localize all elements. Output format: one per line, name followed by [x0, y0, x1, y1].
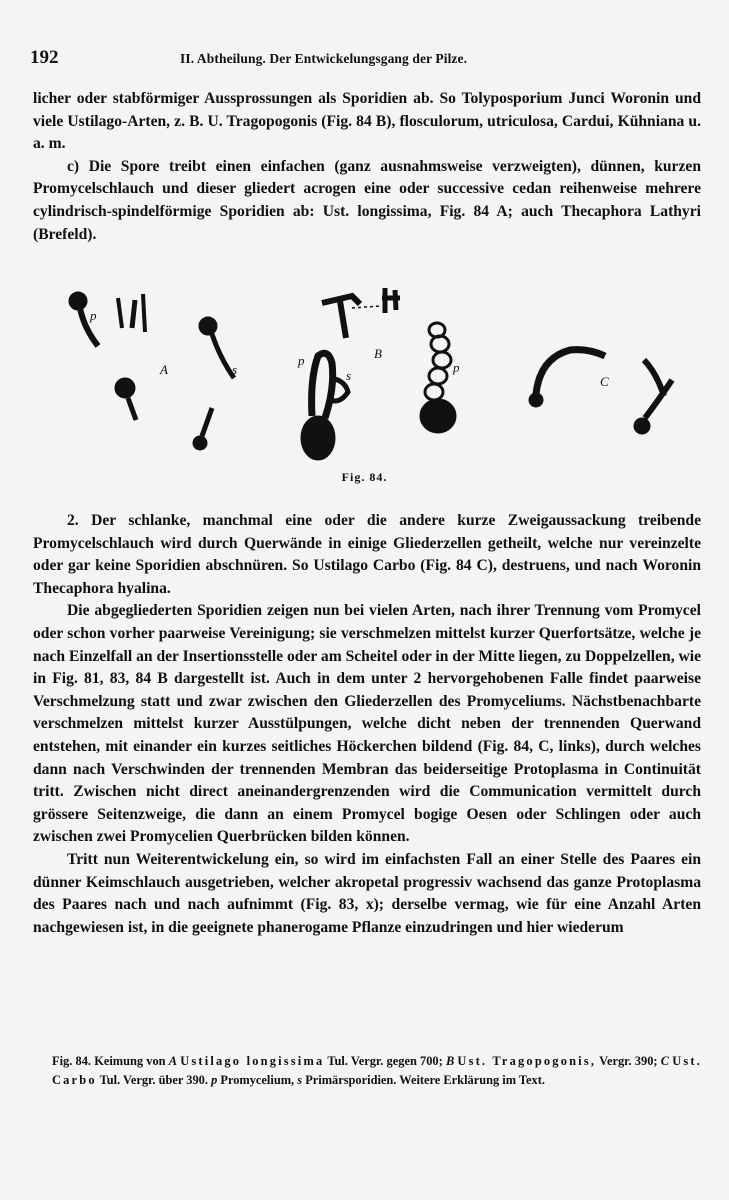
running-head: II. Abtheilung. Der Entwickelungsgang der Pilze. — [180, 51, 468, 66]
figure-letters — [89, 308, 609, 389]
species-name: Ust. Tragopogonis, — [457, 1054, 597, 1068]
top-text-block — [33, 88, 701, 246]
paragraph: Tritt nun Weiterentwickelung ein, so wird im einfachsten Fall an einer Stelle des Paares ein dünner Keimschlauch ausgetrieben, welcher akropetal progressiv wachsend das ganze Protoplasma des Paares nach und nach aufnimmt (Fig. 83, x); derselbe vermag, wie für eine Anzahl Arten nachgewiesen ist, in die geeignete phanerogame Pflanze einzudringen und hier wiederum — [33, 850, 701, 936]
species-name: Ust. Carbo — [52, 1054, 702, 1087]
label-c: C — [600, 374, 609, 389]
paragraph: Die abgegliederten Sporidien zeigen nun bei vielen Arten, nach ihrer Trennung vom Promycel oder schon vorher paarweise Vereinigung; sie verschmelzen mittelst kurzer Querfortsätze, welche je nach Einzelfall an der Insertionsstelle oder am Scheitel oder in der Mitte liegen, zu Doppelzellen, wie in Fig. 81, 83, 84 B dargestellt ist. Auch in dem unter 2 hervorgehobenen Falle findet paarweise Verschmelzung statt und zwar zwischen den Gliederzellen des Promyceliums. Nächstbenachbarte verschmelzen mittelst kurzer Ausstülpungen, welche dicht neben der trennenden Querwand entstehen, mit einander ein kurzes seitliches Höckerchen bildend (Fig. 84, C, links), durch welches dann nach Verschwinden der trennenden Membran das beiderseitige Protoplasma in Continuität tritt. Zwischen nicht direct aneinandergrenzenden wird die Communication vermittelt durch grössere Seitenzweige, die dann an einem Promycel bogige Oesen oder Schlingen oder auch zwischen zwei Promycelien Querbrücken bilden können. — [33, 602, 702, 846]
paragraph: 2. Der schlanke, manchmal eine oder die andere kurze Zweigaussackung treibende Promycelschlauch wird durch Querwände in einige Gliederzellen getheilt, welche nur vereinzelte oder gar keine Sporidien abschnüren. So Ustilago Carbo (Fig. 84 C), destruens, und nach Woronin Thecaphora hyalina. — [33, 512, 701, 597]
figure-caption: Fig. 84. Keimung von A Ustilago longissima Tul. Vergr. gegen 700; B Ust. Tragopogonis, Vergr. 390; C Ust. Carbo Tul. Vergr. über 390. p Promycelium, s Primärsporidien. Weitere Erklärung im Text. — [52, 1054, 702, 1087]
paragraph: licher oder stabförmiger Aussprossungen als Sporidien ab. So Tolyposporium Junci Woronin und viele Ustilago-Arten, z. B. U. Tragopogonis (Fig. 84 B), flosculorum, utriculosa, Cardui, Kühniana u. a. m. — [33, 90, 701, 153]
label-b: B — [374, 346, 382, 361]
species-name: Ustilago longissima — [180, 1054, 325, 1068]
paragraph: c) Die Spore treibt einen einfachen (ganz ausnahmsweise verzweigten), dünnen, kurzen Promycelschlauch und dieser gliedert acrogen eine oder successive cedan reihenweise mehrere cylindrisch-spindelförmige Sporidien ab: Ust. longissima, Fig. 84 A; auch Thecaphora Lathyri (Brefeld). — [33, 157, 701, 243]
figure-group-b — [301, 288, 456, 460]
label-p: p — [298, 353, 305, 368]
label-s: s — [232, 362, 238, 377]
body-text-block — [33, 510, 701, 939]
figure-84-illustration — [60, 268, 700, 468]
label-s: s — [346, 368, 352, 383]
page-number: 192 — [30, 47, 59, 68]
page-header — [30, 47, 700, 69]
label-p: p — [90, 308, 97, 323]
figure-label: Fig. 84. — [341, 470, 388, 484]
label-a: A — [160, 362, 168, 377]
label-p: p — [453, 360, 460, 375]
figure-group-c — [529, 350, 672, 434]
caption-prefix: Fig. 84. — [52, 1054, 91, 1068]
